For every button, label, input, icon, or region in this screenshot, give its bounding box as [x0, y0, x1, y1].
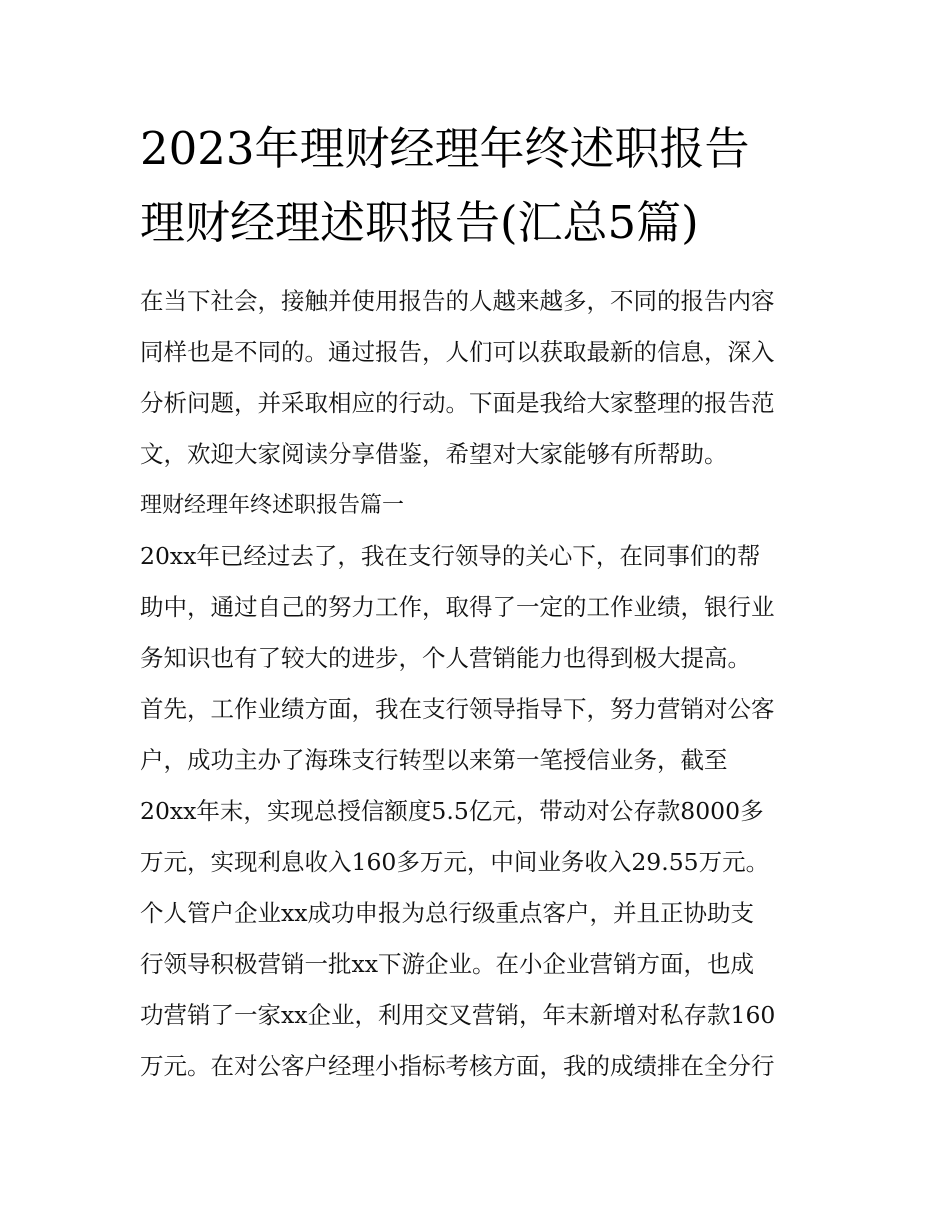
body-line: 20xx年已经过去了，我在支行领导的关心下，在同事们的帮 — [140, 542, 761, 570]
body-line: 分析问题，并采取相应的行动。下面是我给大家整理的报告范 — [140, 389, 775, 417]
body-line: 户，成功主办了海珠支行转型以来第一笔授信业务，截至 — [140, 746, 728, 774]
body-line: 文，欢迎大家阅读分享借鉴，希望对大家能够有所帮助。 — [140, 440, 728, 468]
body-line: 个人管户企业xx成功申报为总行级重点客户，并且正协助支 — [140, 899, 755, 927]
body-line: 首先，工作业绩方面，我在支行领导指导下，努力营销对公客 — [140, 695, 775, 723]
body-line: 同样也是不同的。通过报告，人们可以获取最新的信息，深入 — [140, 338, 775, 366]
document-body — [140, 276, 820, 1092]
document-title — [140, 112, 820, 260]
section-heading: 理财经理年终述职报告篇一 — [140, 493, 405, 518]
body-line: 万元。在对公客户经理小指标考核方面，我的成绩排在全分行 — [140, 1052, 775, 1080]
body-line: 助中，通过自己的努力工作，取得了一定的工作业绩，银行业 — [140, 593, 775, 621]
body-line: 功营销了一家xx企业，利用交叉营销，年末新增对私存款160 — [140, 1001, 776, 1029]
body-line: 行领导积极营销一批xx下游企业。在小企业营销方面，也成 — [140, 950, 755, 978]
title-line-2: 理财经理述职报告(汇总5篇) — [140, 196, 699, 249]
body-line: 20xx年末，实现总授信额度5.5亿元，带动对公存款8000多 — [140, 797, 764, 825]
title-line-1: 2023年理财经理年终述职报告 — [140, 122, 750, 175]
body-line: 在当下社会，接触并使用报告的人越来越多，不同的报告内容 — [140, 287, 775, 315]
body-line: 万元，实现利息收入160多万元，中间业务收入29.55万元。 — [140, 848, 770, 876]
body-line: 务知识也有了较大的进步，个人营销能力也得到极大提高。 — [140, 644, 751, 672]
